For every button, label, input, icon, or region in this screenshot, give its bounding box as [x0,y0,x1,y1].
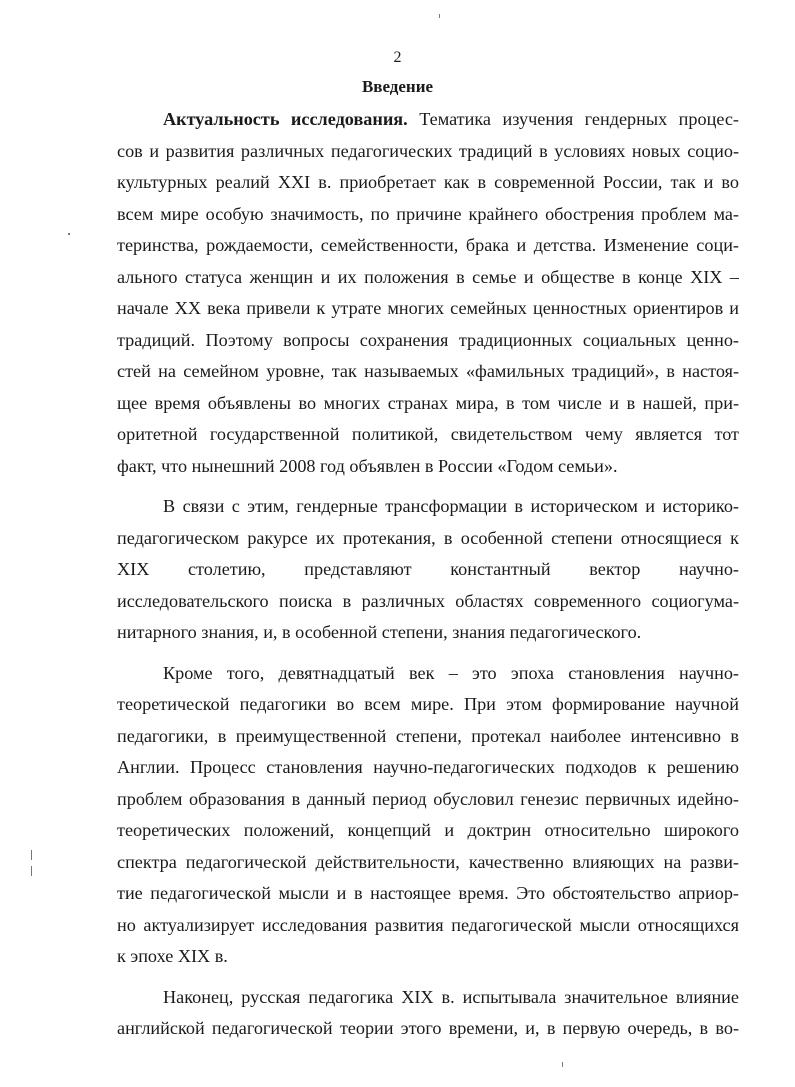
text-line: начале XX века привели к утрате многих семейных ценностных ориентиров и [117,298,739,318]
text-line: В связи с этим, гендерные трансформации в историческом и историко- [163,496,739,516]
text-line: традиций. Поэтому вопросы сохранения традиционных социальных ценно- [117,329,739,350]
scan-speck [68,233,70,235]
scan-speck [31,866,32,876]
text-line: оритетной государственной политикой, свидетельством чему является тот [117,424,739,444]
text-line: факт, что нынешний 2008 год объявлен в России «Годом семьи». [117,455,618,476]
text-line: Кроме того, девятнадцатый век – это эпоха становления научно- [163,662,739,683]
text-line [117,104,739,136]
text-line: стей на семейном уровне, так называемых «фамильных традиций», в настоя- [117,361,739,381]
text-line: нитарного знания, и, в особенной степени, знания педагогического. [117,622,642,642]
text-line: культурных реалий XXI в. приобретает как в современной России, так и во [117,172,739,192]
text-line: к эпохе XIX в. [117,946,228,966]
text-line: теоретической педагогики во всем мире. При этом формирование научной [117,694,739,714]
text-line: педагогики, в преимущественной степени, протекал наиболее интенсивно в [117,725,739,746]
text-line: спектра педагогической действительности, качественно влияющих на разви- [117,851,739,872]
text-line-rest: Тематика изучения гендерных процес- [407,109,739,129]
body-text [117,104,739,1045]
paragraph-lead: Актуальность исследования. [163,109,408,129]
text-line: исследовательского поиска в различных областях современного социогума- [117,590,739,611]
text-line: ального статуса женщин и их положения в семье и обществе в конце XIX – [117,266,739,287]
paragraph [117,491,739,649]
text-line: тие педагогической мысли и в настоящее время. Это обстоятельство априор- [117,883,739,903]
scan-speck [562,1062,563,1067]
section-heading: Введение [361,77,434,96]
paragraph [117,658,739,973]
text-line: теринства, рождаемости, семейственности, брака и детства. Изменение соци- [117,235,739,255]
text-line: теоретических положений, концепций и доктрин относительно широкого [117,820,739,840]
text-line: педагогическом ракурсе их протекания, в особенной степени относящиеся к [117,527,739,548]
scan-speck [439,14,440,18]
page-number: 2 [393,49,402,66]
text-line: XIX столетию, представляют константный вектор научно- [117,559,739,579]
text-line: щее время объявлены во многих странах мира, в том числе и в нашей, при- [117,392,739,413]
text-line: но актуализирует исследования развития педагогической мысли относящихся [117,914,739,935]
text-line: сов и развития различных педагогических традиций в условиях новых социо- [117,140,739,161]
text-line: английской педагогической теории этого времени, и, в первую очередь, в во- [117,1018,739,1038]
text-line: всем мире особую значимость, по причине крайнего обострения проблем ма- [117,203,739,224]
scan-speck [31,850,32,860]
text-line: проблем образования в данный период обусловил генезис первичных идейно- [117,788,739,809]
text-line: Англии. Процесс становления научно-педагогических подходов к решению [117,757,739,777]
paragraph [117,104,739,482]
paragraph [117,982,739,1045]
text-line: Наконец, русская педагогика XIX в. испытывала значительное влияние [163,986,739,1007]
